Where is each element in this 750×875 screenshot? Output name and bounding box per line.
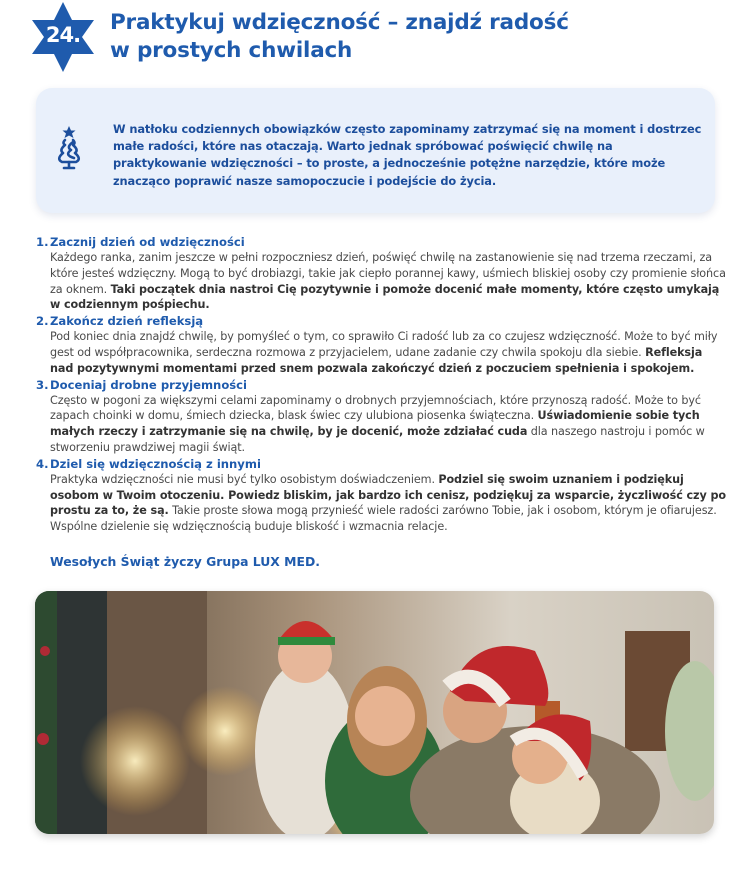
tip-body-bold: Podziel się swoim uznaniem i podziękuj osobom w Twoim otoczeniu. Powiedz bliskim, jak bardzo ich cenisz, podziękuj za wsparcie, życzliwość czy po prostu za to, że są. (50, 472, 726, 518)
tip-body-bold: Taki początek dnia nastroi Cię pozytywnie i pomoże docenić małe momenty, które często umykają w codziennym pośpiechu. (50, 282, 720, 312)
tip-body-tail: Takie proste słowa mogą przynieść wiele radości zarówno Tobie, jak i osobom, którym je ofiarujesz. Wspólne dzielenie się wdzięcznością buduje bliskość i wzmacnia relacje. (50, 504, 717, 534)
tip-title-text: Zakończ dzień refleksją (50, 314, 204, 329)
tip-title (36, 234, 726, 250)
tip-item (36, 377, 726, 456)
title-line-2: w prostych chwilach (110, 38, 353, 63)
page-title (110, 9, 569, 65)
tip-item (36, 456, 726, 535)
family-christmas-photo (35, 591, 714, 834)
tip-body-tail: dla naszego nastroju i pomóc w stworzeniu prawdziwej magii świąt. (50, 425, 705, 454)
tip-body (36, 393, 726, 456)
tip-body-regular: Każdego ranka, zanim jeszcze w pełni rozpoczniesz dzień, poświęć chwilę na zastanowienie się nad trzema rzeczami, za które jesteś wdzięczny. Mogą to być drobiazgi, takie jak ciepło porannej kawy, uśmiech bliskiej osoby czy promienie słońca za oknem. (50, 251, 726, 296)
greeting: Wesołych Świąt życzy Grupa LUX MED. (50, 554, 320, 569)
tip-title-text: Doceniaj drobne przyjemności (50, 377, 248, 392)
intro-text: W natłoku codziennych obowiązków często zapominamy zatrzymać się na moment i dostrzec małe radości, które nas otaczają. Warto jednak spróbować poświęcić chwilę na praktykowanie wdzięczności – to proste, a jednocześnie potężne narzędzie, które może znacząco poprawić nasze samopoczucie i podejście do życia. (113, 122, 702, 188)
tips-list (36, 234, 726, 535)
tip-title-text: Zacznij dzień od wdzięczności (50, 235, 245, 249)
tip-title (36, 377, 726, 393)
tip-body-bold: Refleksja nad pozytywnymi momentami przed snem pozwala zakończyć dzień z poczuciem spełnienia i spokojem. (50, 345, 703, 375)
tip-body-regular: Praktyka wdzięczności nie musi być tylko osobistym doświadczeniem. (50, 472, 439, 486)
tip-number: 3. (36, 377, 49, 392)
tip-body (36, 329, 726, 376)
tip-body-regular: Często w pogoni za większymi celami zapominamy o drobnych przyjemnościach, które przynoszą radość. Może to być zapach choinki w domu, śmiech dziecka, blask świec czy ulubiona piosenka świąteczna. (50, 393, 701, 423)
day-number: 24. (45, 23, 81, 47)
tip-number: 2. (36, 314, 49, 329)
tip-title (36, 313, 726, 329)
tip-title (36, 456, 726, 472)
tip-number: 4. (36, 456, 49, 471)
tip-title-text: Dziel się wdzięcznością z innymi (50, 456, 261, 471)
tip-body (36, 472, 726, 535)
tip-body (36, 250, 726, 313)
day-star-badge (32, 2, 94, 72)
tip-item (36, 234, 726, 313)
tip-body-bold: Uświadomienie sobie tych małych rzeczy i zatrzymanie się na chwilę, by je docenić, może zdziałać cuda (50, 409, 700, 439)
tip-number: 1. (36, 235, 49, 249)
intro-card (36, 88, 715, 213)
title-line-1: Praktykuj wdzięczność – znajdź radość (110, 10, 569, 35)
tip-item (36, 313, 726, 376)
tip-body-regular: Pod koniec dnia znajdź chwilę, by pomyśleć o tym, co sprawiło Ci radość lub za co czujesz wdzięczność. Może to być miły gest od współpracownika, serdeczna rozmowa z przyjacielem, udane zadanie czy chwila spokoju dla siebie. (50, 330, 718, 359)
christmas-tree-icon (54, 125, 84, 171)
